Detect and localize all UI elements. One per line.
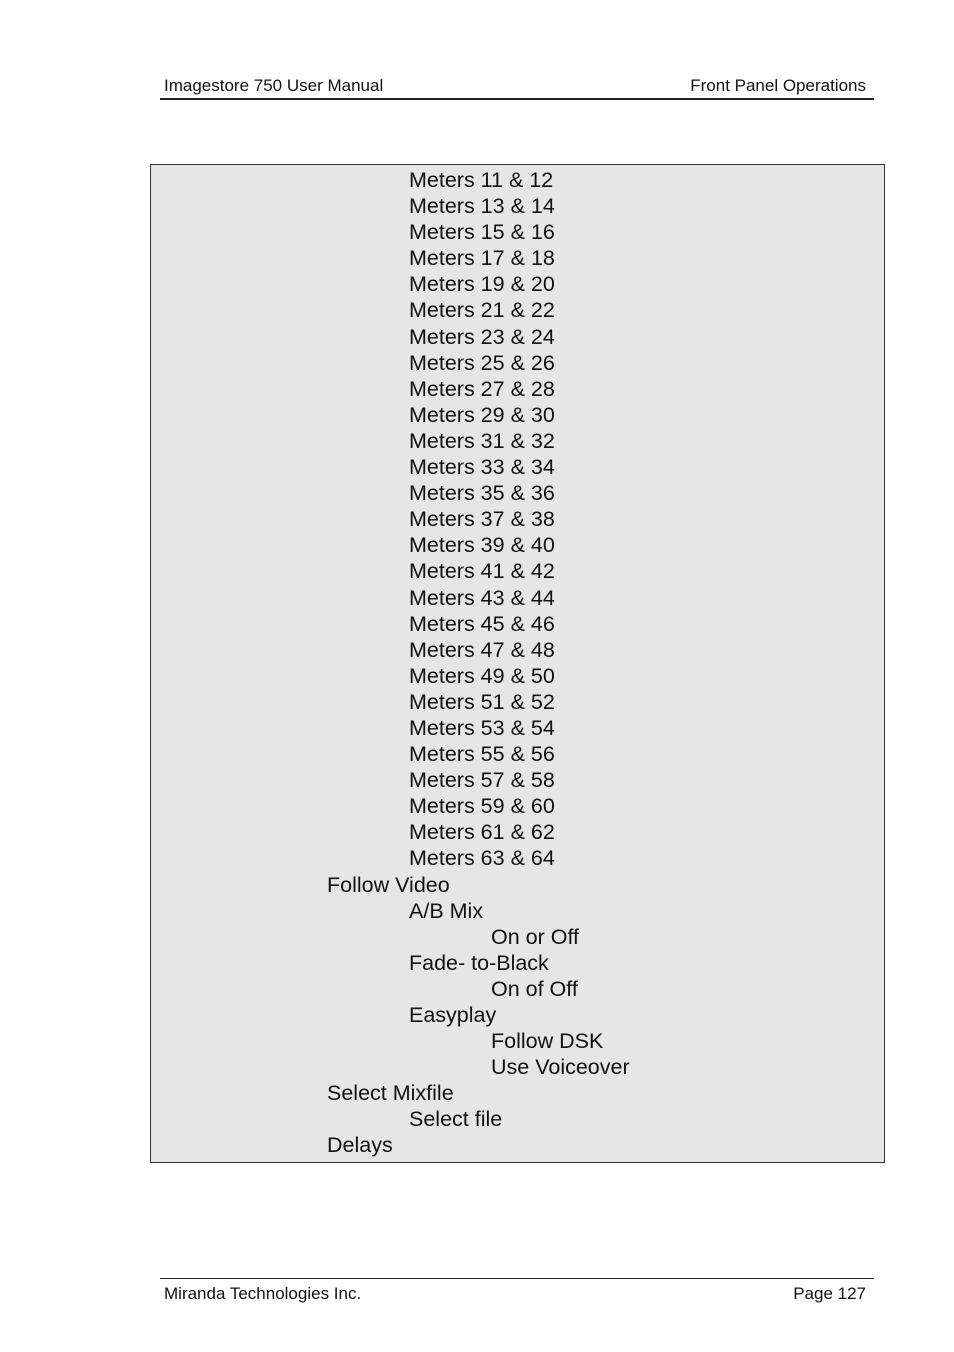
menu-item: Meters 41 & 42 [409,559,555,584]
menu-tree-list [151,167,630,1159]
menu-item: Meters 37 & 38 [409,507,555,532]
menu-item: Meters 35 & 36 [409,481,555,506]
menu-item: Meters 31 & 32 [409,428,555,453]
menu-item: Select file [409,1107,503,1132]
menu-item: Meters 27 & 28 [409,376,555,401]
menu-item: Meters 23 & 24 [409,324,555,349]
menu-item: Meters 53 & 54 [409,715,555,740]
menu-item: Meters 45 & 46 [409,611,555,636]
menu-item: On of Off [491,976,578,1001]
menu-item: Meters 39 & 40 [409,533,555,558]
menu-item: Meters 19 & 20 [409,272,555,297]
menu-item: Meters 21 & 22 [409,298,555,323]
manual-title: Imagestore 750 User Manual [164,76,384,95]
menu-item: Meters 61 & 62 [409,820,555,845]
company-name: Miranda Technologies Inc. [164,1284,362,1303]
menu-item: Meters 25 & 26 [409,350,555,375]
menu-item: Meters 15 & 16 [409,220,555,245]
menu-item: Meters 13 & 14 [409,194,555,219]
menu-item: Meters 17 & 18 [409,246,555,271]
menu-item: Meters 29 & 30 [409,402,555,427]
menu-item: Use Voiceover [491,1055,630,1080]
menu-item: Follow Video [327,872,450,897]
section-title: Front Panel Operations [690,76,866,95]
menu-item: Easyplay [409,1003,497,1027]
menu-item: Meters 33 & 34 [409,455,555,480]
menu-item: Delays [327,1133,393,1158]
menu-item: Meters 47 & 48 [409,637,555,662]
menu-item: On or Off [491,924,580,949]
menu-item: A/B Mix [409,898,484,923]
page-number: Page 127 [793,1284,866,1303]
menu-item: Meters 43 & 44 [409,585,555,610]
menu-item: Meters 57 & 58 [409,768,555,793]
menu-item: Follow DSK [491,1029,604,1054]
menu-item: Meters 55 & 56 [409,742,555,767]
menu-item: Select Mixfile [327,1081,454,1106]
menu-tree-box [150,164,885,1163]
menu-item: Fade- to-Black [409,950,549,975]
menu-item: Meters 11 & 12 [409,168,554,192]
page-header [160,76,874,100]
menu-item: Meters 49 & 50 [409,663,555,688]
menu-item: Meters 59 & 60 [409,794,555,819]
menu-item: Meters 51 & 52 [409,689,555,714]
menu-item: Meters 63 & 64 [409,846,555,871]
page-footer [160,1278,874,1307]
